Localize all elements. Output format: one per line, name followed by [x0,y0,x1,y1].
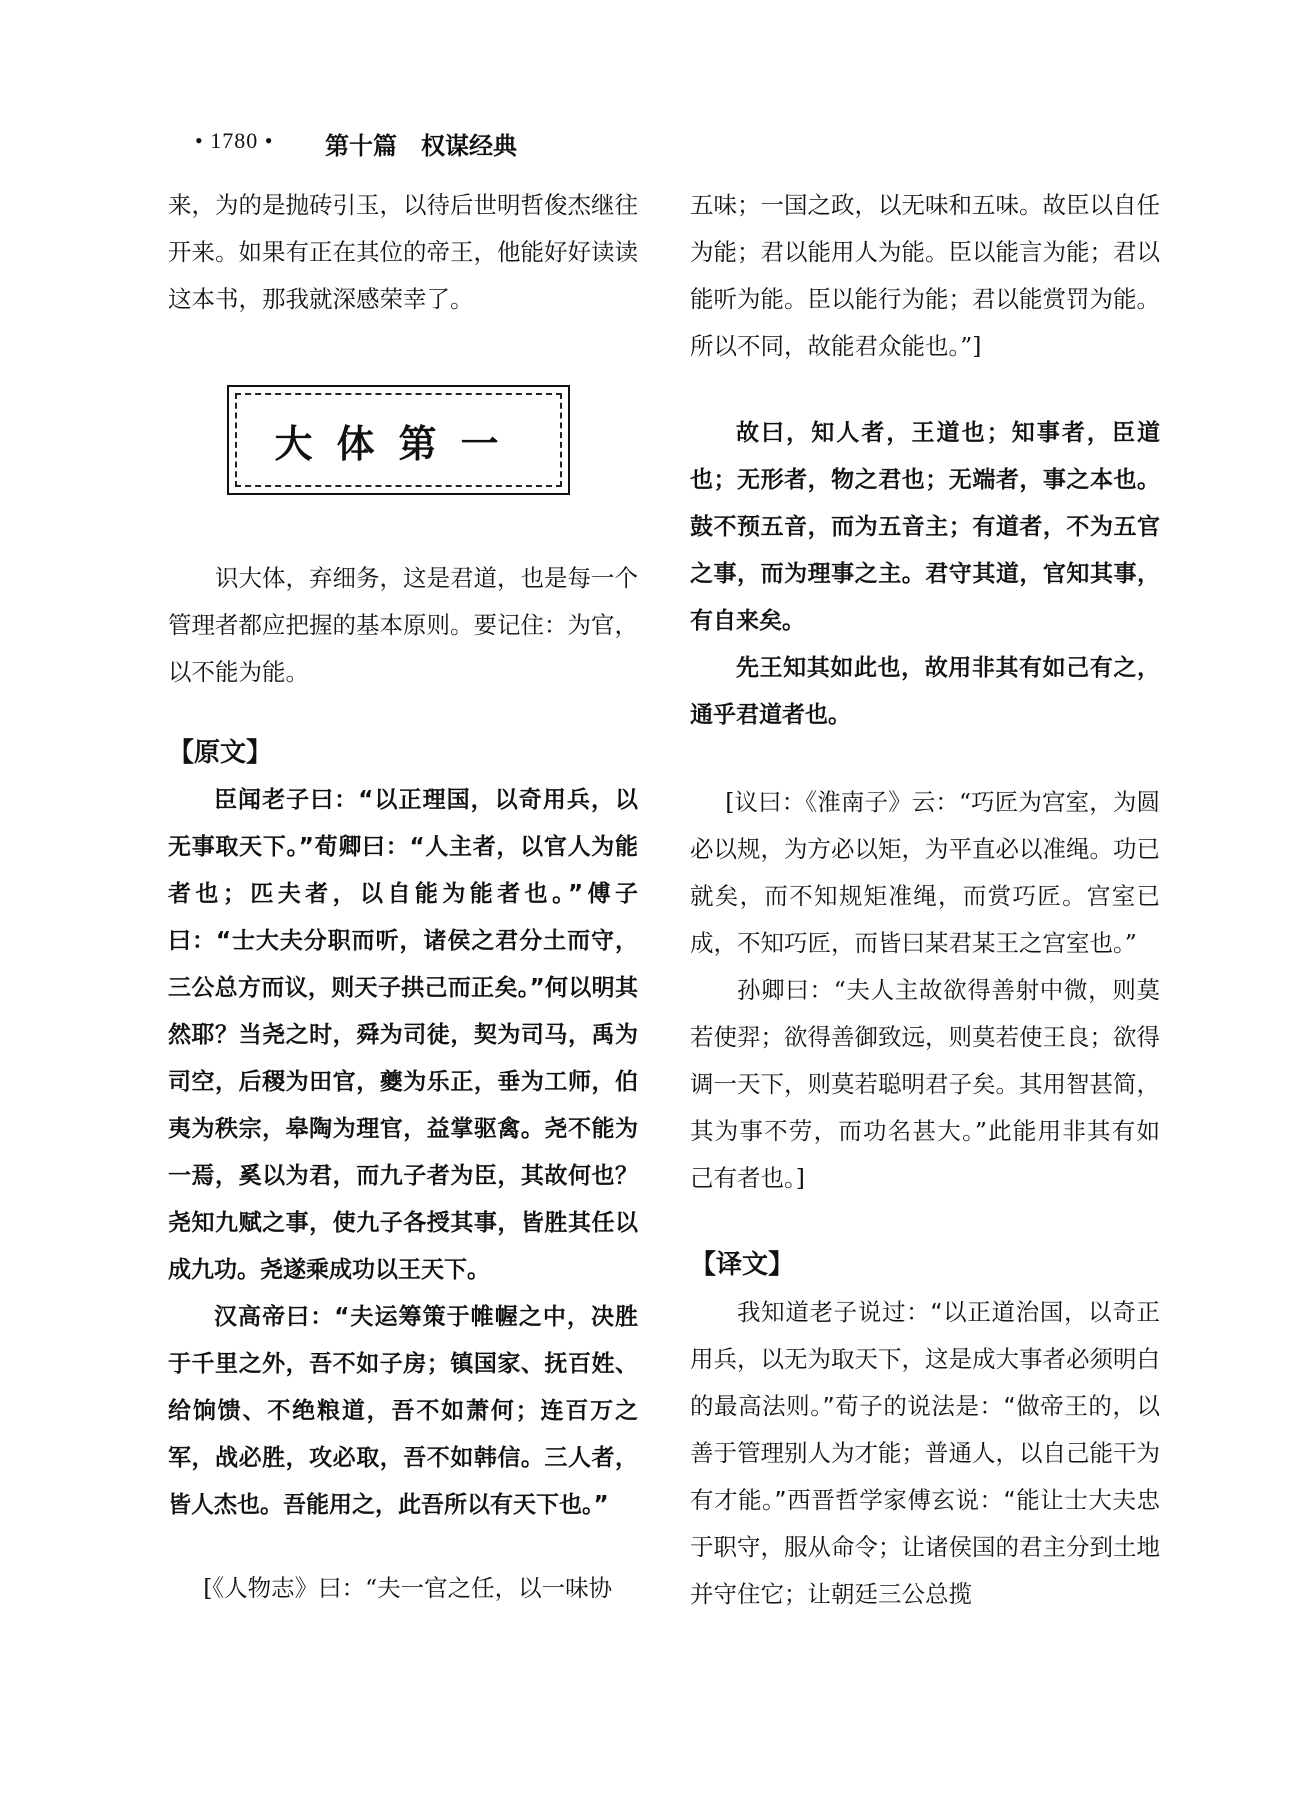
chapter-title: 大体第一 [274,422,523,466]
yi-commentary-2-paragraph-2: 孙卿曰：“夫人主故欲得善射中微，则莫若使羿；欲得善御致远，则莫若使王良；欲得调一天下，则莫若聪明君子矣。其用智甚简，其为事不劳，而功名甚大。”此能用非其有如己有者也。] [690,976,1160,1192]
paragraph-xian-wang: 先王知其如此也，故用非其有如己有之，通乎君道者也。 [690,655,1160,728]
chapter-summary: 识大体，弃细务，这是君道，也是每一个管理者都应把握的基本原则。要记住：为官，以不能为能。 [168,564,638,686]
yi-commentary-2-paragraph-1: [议曰：《淮南子》云：“巧匠为宫室，为圆必以规，为方必以矩，为平直必以准绳。功已就矣，而不知规矩准绳，而赏巧匠。宫室已成，不知巧匠，而皆曰某君某王之宫室也。” [690,788,1160,957]
running-title: 第十篇 权谋经典 [325,132,517,160]
chapter-title-box [227,385,570,495]
yuanwen-heading: 【原文】 [168,738,273,768]
paragraph-gu-yue: 故曰，知人者，王道也；知事者，臣道也；无形者，物之君也；无端者，事之本也。鼓不预五音，而为五音主；有道者，不为五官之事，而为理事之主。君守其道，官知其事，有自来矣。 [690,420,1160,634]
left-column [168,182,638,323]
left-column-body [168,555,638,1612]
yiwen-paragraph-1: 我知道老子说过：“以正道治国，以奇正用兵，以无为取天下，这是成大事者必须明白的最高法则。”荀子的说法是：“做帝王的，以善于管理别人为才能；普通人，以自己能干为有才能。”西晋哲学家傅玄说：“能让士大夫忠于职守，服从命令；让诸侯国的君主分到土地并守住它；让朝廷三公总揽 [690,1298,1160,1608]
yi-commentary-continued: 五味；一国之政，以无味和五味。故臣以自任为能；君以能用人为能。臣以能言为能；君以能听为能。臣以能行为能；君以能赏罚为能。所以不同，故能君众能也。”] [690,191,1160,360]
yiwen-heading: 【译文】 [690,1250,795,1280]
intro-paragraph: 来，为的是抛砖引玉，以待后世明哲俊杰继往开来。如果有正在其位的帝王，他能好好读读这本书，那我就深感荣幸了。 [168,191,638,313]
yuanwen-paragraph-1: 臣闻老子曰：“以正理国，以奇用兵，以无事取天下。”荀卿曰：“人主者，以官人为能者也；匹夫者，以自能为能者也。”傅子曰：“士大夫分职而听，诸侯之君分土而守，三公总方而议，则天子拱己而正矣。”何以明其然耶？当尧之时，舜为司徒，契为司马，禹为司空，后稷为田官，夔为乐正，垂为工师，伯夷为秩宗，皋陶为理官，益掌驱禽。尧不能为一焉，奚以为君，而九子者为臣，其故何也？尧知九赋之事，使九子各授其事，皆胜其任以成九功。尧遂乘成功以王天下。 [168,787,638,1283]
yi-commentary-start: [《人物志》曰：“夫一官之任，以一味协 [203,1574,613,1602]
page-number: • 1780 • [195,128,274,153]
yuanwen-paragraph-2: 汉高帝曰：“夫运筹策于帷幄之中，决胜于千里之外，吾不如子房；镇国家、抚百姓、给饷馈、不绝粮道，吾不如萧何；连百万之军，战必胜，攻必取，吾不如韩信。三人者，皆人杰也。吾能用之，此吾所以有天下也。” [168,1304,638,1518]
right-column [690,182,1160,1618]
